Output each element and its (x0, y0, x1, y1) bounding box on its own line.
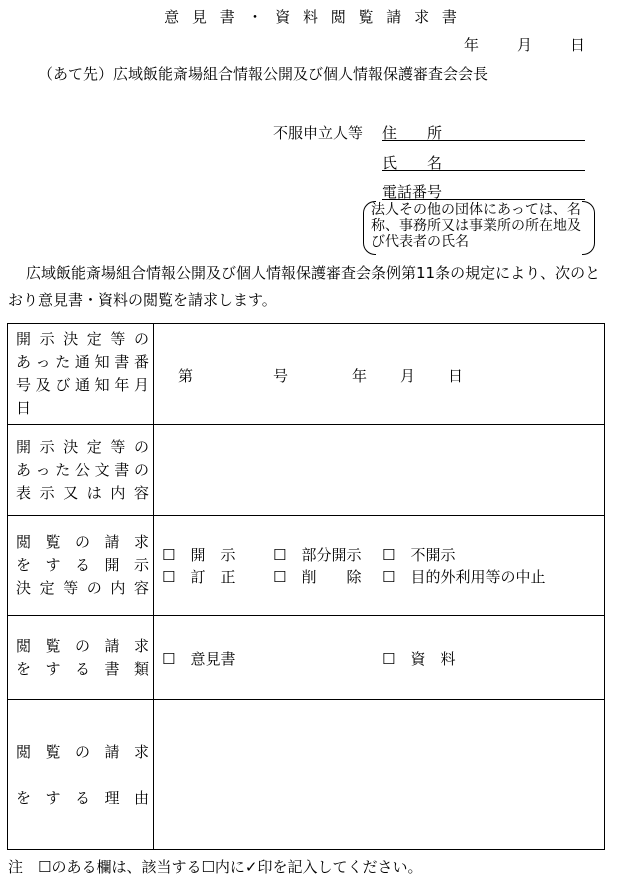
document-title: 意 見 書 ・ 資 料 閲 覧 請 求 書 (164, 8, 461, 26)
checkbox-nondisclose[interactable]: ☐ 不開示 (382, 546, 456, 564)
label-notice-number: 開示決定等の あった通知書番 号及び通知年月 日 (8, 324, 154, 425)
body-line-2: おり意見書・資料の閲覧を請求します。 (8, 291, 277, 309)
label-reason: 閲覧の請求 をする理由 (8, 700, 154, 850)
label-document-type: 閲覧の請求 をする書類 (8, 616, 154, 700)
document-cell[interactable] (154, 425, 605, 516)
checkbox-material[interactable]: ☐ 資 料 (382, 650, 456, 668)
body-line-1: 広域飯能斎場組合情報公開及び個人情報保護審査会条例第11条の規定により、次のと (26, 264, 601, 282)
address-field[interactable] (382, 122, 585, 141)
table-row (8, 516, 605, 616)
table-row (8, 700, 605, 850)
notice-number-cell[interactable] (154, 324, 605, 425)
table-row (8, 324, 605, 425)
go-label: 号 (273, 367, 289, 385)
checkbox-opinion[interactable]: ☐ 意見書 (162, 650, 236, 668)
corporation-note-text: 法人その他の団体にあっては、名称、事務所又は事業所の所在地及び代表者の氏名 (371, 202, 581, 250)
notice-day-label: 日 (448, 367, 464, 385)
name-field[interactable] (382, 152, 585, 171)
phone-field[interactable] (382, 181, 585, 200)
corporation-note (363, 201, 595, 253)
date-year[interactable]: 年 (463, 36, 479, 54)
table-row (8, 425, 605, 516)
label-decision-content: 閲覧の請求 をする開示 決定等の内容 (8, 516, 154, 616)
checkbox-correct[interactable]: ☐ 訂 正 (162, 568, 236, 586)
notice-year-label: 年 (352, 367, 368, 385)
footnote: 注 ☐のある欄は、該当する☐内に✓印を記入してください。 (8, 858, 423, 876)
notice-month-label: 月 (400, 367, 416, 385)
date-line (464, 34, 585, 55)
document-type-cell (154, 616, 605, 700)
address-label: 住 所 (382, 124, 443, 142)
decision-content-cell (154, 516, 605, 616)
checkbox-disclose[interactable]: ☐ 開 示 (162, 546, 236, 564)
addressee: （あて先）広域飯能斎場組合情報公開及び個人情報保護審査会会長 (38, 65, 489, 83)
phone-label: 電話番号 (382, 183, 443, 201)
table-row (8, 616, 605, 700)
checkbox-stop-use[interactable]: ☐ 目的外利用等の中止 (382, 568, 546, 586)
reason-cell[interactable] (154, 700, 605, 850)
name-label: 氏 名 (382, 154, 443, 172)
date-month[interactable]: 月 (516, 36, 532, 54)
applicant-label: 不服申立人等 (273, 124, 364, 142)
label-document: 開示決定等の あった公文書の 表示又は内容 (8, 425, 154, 516)
date-day[interactable]: 日 (569, 36, 585, 54)
checkbox-delete[interactable]: ☐ 削 除 (273, 568, 362, 586)
request-form-table (7, 323, 605, 850)
dai-label: 第 (178, 367, 194, 385)
checkbox-partial[interactable]: ☐ 部分開示 (273, 546, 362, 564)
